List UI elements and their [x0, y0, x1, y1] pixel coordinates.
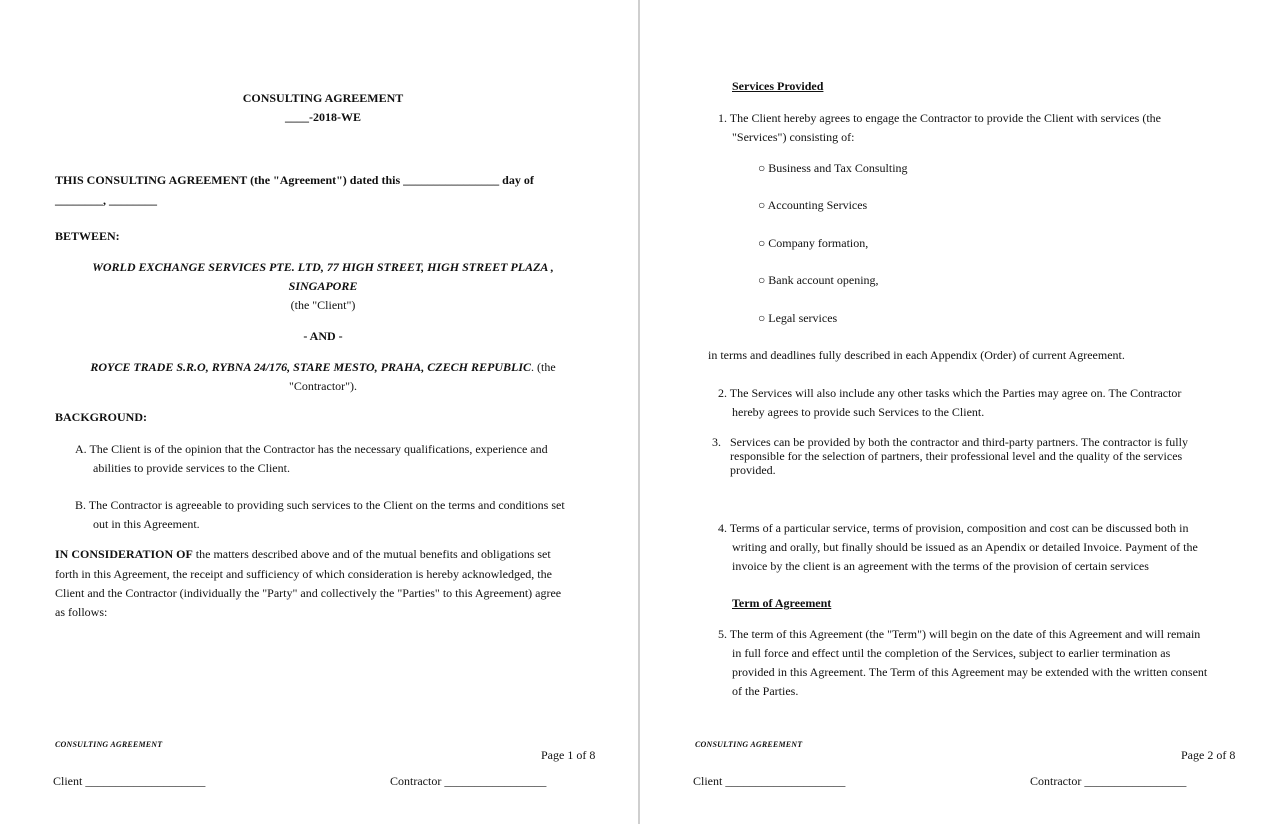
service-bullet-4: ○ Bank account opening, [758, 273, 879, 287]
intro-rest: (the "Agreement") dated this ________________ day of [247, 173, 534, 187]
and-separator: - AND - [303, 329, 343, 343]
term-5-line-1: 5. The term of this Agreement (the "Term") will begin on the date of this Agreement and will remain [718, 627, 1201, 641]
document-page-2 [640, 0, 1280, 824]
footer-title: CONSULTING AGREEMENT [695, 740, 803, 749]
service-3-line-3: provided. [730, 463, 776, 477]
contractor-line-1 [0, 358, 646, 377]
background-heading: BACKGROUND: [55, 410, 147, 424]
client-name-line-2: SINGAPORE [288, 279, 358, 293]
consideration-rest: the matters described above and of the mutual benefits and obligations set [192, 547, 551, 561]
service-3-line-1: Services can be provided by both the contractor and third-party partners. The contractor is fully [730, 435, 1188, 449]
service-4-line-2: writing and orally, but finally should be issued as an Apendix or detailed Invoice. Payment of the [732, 540, 1198, 554]
contractor-signature-line: Contractor _________________ [390, 774, 547, 788]
service-bullet-5: ○ Legal services [758, 311, 838, 325]
between-heading: BETWEEN: [55, 229, 120, 243]
term-5-line-3: provided in this Agreement. The Term of this Agreement may be extended with the written consent [732, 665, 1208, 679]
consideration-line-2: forth in this Agreement, the receipt and sufficiency of which consideration is hereby acknowledged, the [55, 567, 552, 581]
agreement-reference: ____-2018-WE [285, 110, 361, 124]
intro-bold: THIS CONSULTING AGREEMENT [55, 173, 248, 187]
term-heading: Term of Agreement [732, 596, 832, 610]
document-page-1 [0, 0, 638, 824]
client-name-line-1: WORLD EXCHANGE SERVICES PTE. LTD, 77 HIGH STREET, HIGH STREET PLAZA , [92, 260, 554, 274]
intro-line-2: ________, ________ [55, 193, 157, 207]
background-item-a-line-1: A. The Client is of the opinion that the Contractor has the necessary qualifications, experience and [75, 442, 548, 456]
client-signature-line: Client ____________________ [693, 774, 846, 788]
client-signature-line: Client ____________________ [53, 774, 206, 788]
service-3-line-2: responsible for the selection of partners, their professional level and the quality of the services [730, 449, 1183, 463]
consideration-bold: IN CONSIDERATION OF [55, 547, 193, 561]
service-1-line-1: 1. The Client hereby agrees to engage the Contractor to provide the Client with services (the [718, 111, 1161, 125]
service-2-line-1: 2. The Services will also include any other tasks which the Parties may agree on. The Contractor [718, 386, 1182, 400]
service-2-line-2: hereby agrees to provide such Services to the Client. [732, 405, 985, 419]
terms-deadlines-line: in terms and deadlines fully described in each Appendix (Order) of current Agreement. [708, 348, 1125, 362]
background-item-b-line-1: B. The Contractor is agreeable to providing such services to the Client on the terms and conditions set [75, 498, 565, 512]
contractor-name: ROYCE TRADE S.R.O, RYBNA 24/176, STARE MESTO, PRAHA, CZECH REPUBLIC [90, 360, 531, 374]
service-4-line-1: 4. Terms of a particular service, terms of provision, composition and cost can be discussed both in [718, 521, 1189, 535]
client-label: (the "Client") [290, 298, 356, 312]
contractor-label-b: "Contractor"). [288, 379, 358, 393]
consideration-line-4: as follows: [55, 605, 108, 619]
term-5-line-2: in full force and effect until the completion of the Services, subject to earlier termination as [732, 646, 1171, 660]
background-item-a-line-2: abilities to provide services to the Client. [93, 461, 290, 475]
service-3-number: 3. [712, 435, 721, 449]
consideration-line-1 [55, 545, 551, 564]
service-bullet-3: ○ Company formation, [758, 236, 869, 250]
page-number: Page 1 of 8 [541, 748, 596, 762]
service-1-line-2: "Services") consisting of: [732, 130, 855, 144]
contractor-label-a: . (the [531, 360, 556, 374]
agreement-title: CONSULTING AGREEMENT [242, 91, 404, 105]
background-item-b-line-2: out in this Agreement. [93, 517, 200, 531]
service-bullet-2: ○ Accounting Services [758, 198, 868, 212]
services-heading: Services Provided [732, 79, 824, 93]
intro-line-1 [55, 171, 534, 190]
page-number: Page 2 of 8 [1181, 748, 1236, 762]
term-5-line-4: of the Parties. [732, 684, 799, 698]
footer-title: CONSULTING AGREEMENT [55, 740, 163, 749]
consideration-line-3: Client and the Contractor (individually the "Party" and collectively the "Parties" to this Agreement) agree [55, 586, 562, 600]
service-bullet-1: ○ Business and Tax Consulting [758, 161, 908, 175]
service-4-line-3: invoice by the client is an agreement with the terms of the provision of certain services [732, 559, 1149, 573]
contractor-signature-line: Contractor _________________ [1030, 774, 1187, 788]
